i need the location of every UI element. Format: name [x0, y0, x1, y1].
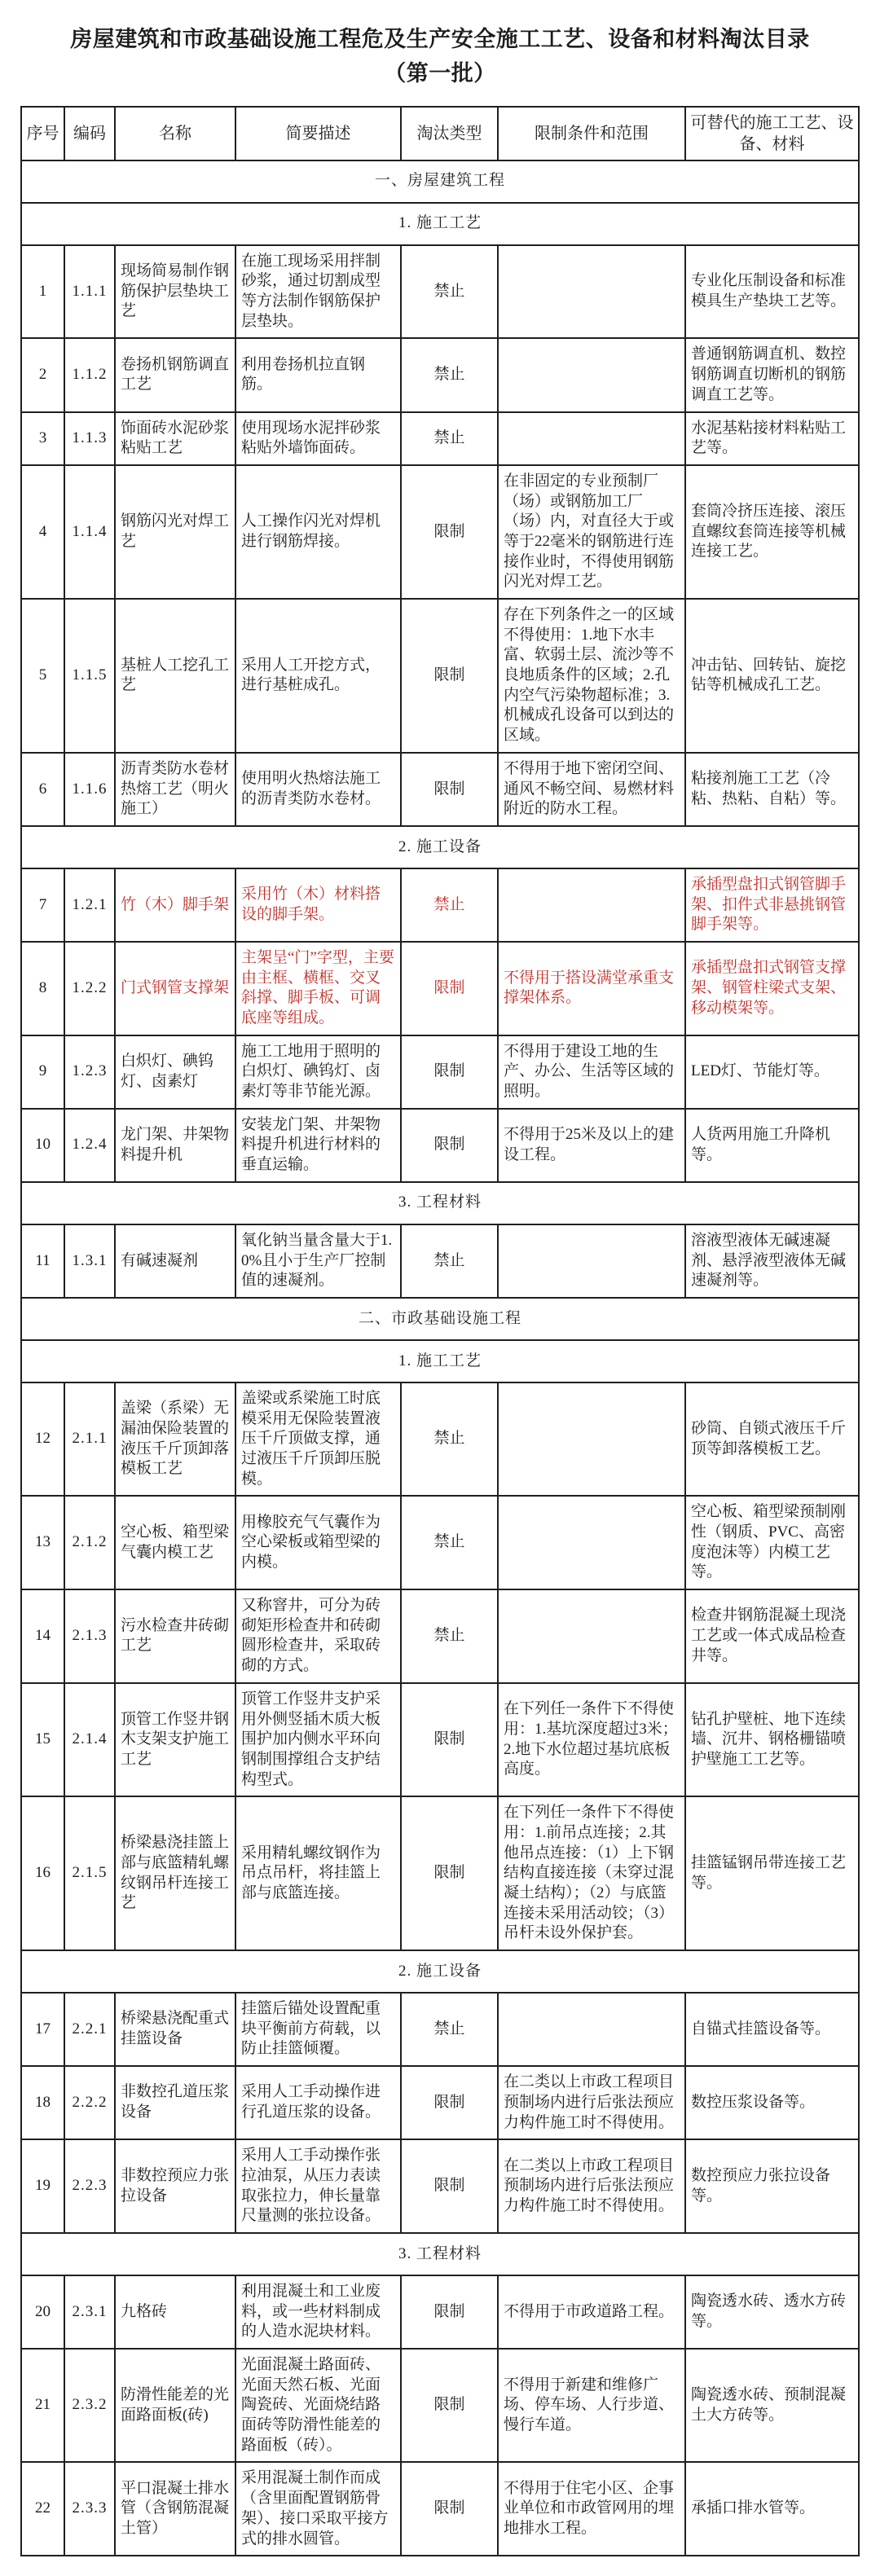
- table-row: [21, 2139, 859, 2233]
- cell-code: 1.3.1: [64, 1224, 115, 1298]
- elimination-catalog-table: [20, 106, 860, 2557]
- cell-code: 2.3.3: [64, 2462, 115, 2556]
- cell-limit: [498, 1224, 685, 1298]
- cell-limit: 不得用于25米及以上的建设工程。: [498, 1109, 685, 1182]
- cell-type: 禁止: [401, 1224, 498, 1298]
- table-row: [21, 2349, 859, 2462]
- cell-code: 1.2.3: [64, 1035, 115, 1109]
- table-row: [21, 599, 859, 753]
- cell-alt: 人货两用施工升降机等。: [685, 1109, 859, 1182]
- cell-limit: 在下列任一条件下不得使用：1.基坑深度超过3米；2.地下水位超过基坑底板高度。: [498, 1683, 685, 1796]
- cell-alt: 承插口排水管等。: [685, 2462, 859, 2556]
- cell-alt: 冲击钻、回转钻、旋挖钻等机械成孔工艺。: [685, 599, 859, 753]
- cell-name: 桥梁悬浇挂篮上部与底篮精轧螺纹钢吊杆连接工艺: [115, 1796, 235, 1950]
- section-row: [21, 1950, 859, 1993]
- section-row: [21, 826, 859, 868]
- cell-code: 2.3.1: [64, 2275, 115, 2349]
- cell-no: 3: [21, 412, 64, 465]
- cell-desc: 使用现场水泥拌砂浆粘贴外墙饰面砖。: [235, 412, 401, 465]
- cell-no: 22: [21, 2462, 64, 2556]
- column-header-alt: 可替代的施工工艺、设备、材料: [685, 107, 859, 160]
- cell-desc: 光面混凝土路面砖、光面天然石板、光面陶瓷砖、光面烧结路面砖等防滑性能差的路面板（砖）。: [235, 2349, 401, 2462]
- section-row: [21, 1182, 859, 1224]
- cell-limit: [498, 412, 685, 465]
- cell-name: 防滑性能差的光面路面板(砖): [115, 2349, 235, 2462]
- cell-desc: 在施工现场采用拌制砂浆，通过切割成型等方法制作钢筋保护层垫块。: [235, 245, 401, 339]
- cell-limit: 存在下列条件之一的区域不得使用：1.地下水丰富、软弱土层、流沙等不良地质条件的区域；2.孔内空气污染物超标准；3.机械成孔设备可以到达的区域。: [498, 599, 685, 753]
- cell-limit: [498, 1496, 685, 1589]
- cell-name: 桥梁悬浇配重式挂篮设备: [115, 1993, 235, 2066]
- page-title: 房屋建筑和市政基础设施工程危及生产安全施工工艺、设备和材料淘汰目录（第一批）: [70, 27, 810, 86]
- cell-name: 污水检查井砖砌工艺: [115, 1589, 235, 1683]
- section-row: [21, 2233, 859, 2275]
- cell-desc: 使用明火热熔法施工的沥青类防水卷材。: [235, 753, 401, 826]
- cell-desc: 采用精轧螺纹钢作为吊点吊杆，将挂篮上部与底篮连接。: [235, 1796, 401, 1950]
- cell-alt: 自锚式挂篮设备等。: [685, 1993, 859, 2066]
- cell-desc: 主架呈“门”字型，主要由主框、横框、交叉斜撑、脚手板、可调底座等组成。: [235, 942, 401, 1035]
- cell-alt: 粘接剂施工工艺（冷粘、热粘、自粘）等。: [685, 753, 859, 826]
- column-header-no: 序号: [21, 107, 64, 160]
- cell-code: 2.1.3: [64, 1589, 115, 1683]
- cell-type: 限制: [401, 2139, 498, 2233]
- cell-code: 2.2.3: [64, 2139, 115, 2233]
- table-row: [21, 2275, 859, 2349]
- cell-name: 龙门架、井架物料提升机: [115, 1109, 235, 1182]
- cell-code: 2.1.1: [64, 1383, 115, 1496]
- cell-type: 限制: [401, 2066, 498, 2139]
- table-row: [21, 942, 859, 1035]
- cell-no: 14: [21, 1589, 64, 1683]
- cell-code: 2.1.2: [64, 1496, 115, 1589]
- section-row: [21, 160, 859, 203]
- cell-limit: 不得用于新建和维修广场、停车场、人行步道、慢行车道。: [498, 2349, 685, 2462]
- cell-type: 限制: [401, 465, 498, 599]
- cell-name: 白炽灯、碘钨灯、卤素灯: [115, 1035, 235, 1109]
- column-header-code: 编码: [64, 107, 115, 160]
- cell-type: 禁止: [401, 245, 498, 339]
- table-row: [21, 2462, 859, 2556]
- cell-alt: 水泥基粘接材料粘贴工艺等。: [685, 412, 859, 465]
- cell-no: 20: [21, 2275, 64, 2349]
- cell-code: 2.1.4: [64, 1683, 115, 1796]
- cell-alt: 挂篮锰钢吊带连接工艺等。: [685, 1796, 859, 1950]
- cell-alt: 陶瓷透水砖、透水方砖等。: [685, 2275, 859, 2349]
- cell-type: 禁止: [401, 412, 498, 465]
- cell-code: 1.1.6: [64, 753, 115, 826]
- cell-type: 限制: [401, 2349, 498, 2462]
- cell-limit: 不得用于住宅小区、企事业单位和市政管网用的埋地排水工程。: [498, 2462, 685, 2556]
- cell-limit: [498, 338, 685, 411]
- cell-type: 限制: [401, 1109, 498, 1182]
- cell-no: 8: [21, 942, 64, 1035]
- cell-alt: 数控预应力张拉设备等。: [685, 2139, 859, 2233]
- cell-code: 2.3.2: [64, 2349, 115, 2462]
- cell-name: 有碱速凝剂: [115, 1224, 235, 1298]
- cell-alt: LED灯、节能灯等。: [685, 1035, 859, 1109]
- cell-name: 现场简易制作钢筋保护层垫块工艺: [115, 245, 235, 339]
- cell-code: 1.1.2: [64, 338, 115, 411]
- cell-no: 16: [21, 1796, 64, 1950]
- cell-limit: 在二类以上市政工程项目预制场内进行后张法预应力构件施工时不得使用。: [498, 2066, 685, 2139]
- cell-limit: 在下列任一条件下不得使用：1.前吊点连接；2.其他吊点连接：（1）上下钢结构直接连接（未穿过混凝土结构）；（2）与底篮连接未采用活动铰；（3）吊杆未设外保护套。: [498, 1796, 685, 1950]
- cell-no: 11: [21, 1224, 64, 1298]
- cell-code: 2.2.2: [64, 2066, 115, 2139]
- section-row: [21, 203, 859, 245]
- cell-name: 卷扬机钢筋调直工艺: [115, 338, 235, 411]
- cell-code: 1.1.1: [64, 245, 115, 339]
- table-row: [21, 1224, 859, 1298]
- cell-name: 空心板、箱型梁气囊内模工艺: [115, 1496, 235, 1589]
- cell-desc: 采用竹（木）材料搭设的脚手架。: [235, 868, 401, 942]
- cell-no: 21: [21, 2349, 64, 2462]
- cell-name: 盖梁（系梁）无漏油保险装置的液压千斤顶卸落模板工艺: [115, 1383, 235, 1496]
- cell-no: 9: [21, 1035, 64, 1109]
- cell-code: 1.2.2: [64, 942, 115, 1035]
- section-label: 3. 工程材料: [21, 1182, 859, 1224]
- cell-alt: 溶液型液体无碱速凝剂、悬浮液型液体无碱速凝剂等。: [685, 1224, 859, 1298]
- table-header: [21, 107, 859, 160]
- section-label: 2. 施工设备: [21, 1950, 859, 1993]
- section-label: 1. 施工工艺: [21, 203, 859, 245]
- cell-type: 限制: [401, 1683, 498, 1796]
- cell-no: 7: [21, 868, 64, 942]
- cell-no: 13: [21, 1496, 64, 1589]
- cell-type: 限制: [401, 942, 498, 1035]
- cell-limit: [498, 1589, 685, 1683]
- cell-no: 12: [21, 1383, 64, 1496]
- column-header-type: 淘汰类型: [401, 107, 498, 160]
- cell-no: 5: [21, 599, 64, 753]
- table-row: [21, 412, 859, 465]
- cell-alt: 钻孔护壁桩、地下连续墙、沉井、钢格栅锚喷护壁施工工艺等。: [685, 1683, 859, 1796]
- table-row: [21, 868, 859, 942]
- cell-limit: [498, 1993, 685, 2066]
- cell-desc: 利用卷扬机拉直钢筋。: [235, 338, 401, 411]
- cell-desc: 采用人工手动操作进行孔道压浆的设备。: [235, 2066, 401, 2139]
- cell-name: 竹（木）脚手架: [115, 868, 235, 942]
- cell-type: 禁止: [401, 1496, 498, 1589]
- cell-limit: [498, 1383, 685, 1496]
- cell-limit: 在二类以上市政工程项目预制场内进行后张法预应力构件施工时不得使用。: [498, 2139, 685, 2233]
- cell-alt: 专业化压制设备和标准模具生产垫块工艺等。: [685, 245, 859, 339]
- cell-alt: 承插型盘扣式钢管脚手架、扣件式非悬挑钢管脚手架等。: [685, 868, 859, 942]
- section-label: 1. 施工工艺: [21, 1340, 859, 1383]
- cell-desc: 顶管工作竖井支护采用外侧竖插木质大板围护加内侧水平环向钢制围撑组合支护结构型式。: [235, 1683, 401, 1796]
- cell-desc: 又称窨井，可分为砖砌矩形检查井和砖砌圆形检查井，采取砖砌的方式。: [235, 1589, 401, 1683]
- cell-code: 1.2.4: [64, 1109, 115, 1182]
- cell-type: 限制: [401, 599, 498, 753]
- table-row: [21, 1496, 859, 1589]
- section-label: 二、市政基础设施工程: [21, 1298, 859, 1340]
- cell-name: 九格砖: [115, 2275, 235, 2349]
- cell-code: 2.1.5: [64, 1796, 115, 1950]
- cell-no: 15: [21, 1683, 64, 1796]
- cell-no: 18: [21, 2066, 64, 2139]
- cell-type: 限制: [401, 1796, 498, 1950]
- cell-desc: 采用人工手动操作张拉油泵，从压力表读取张拉力，伸长量靠尺量测的张拉设备。: [235, 2139, 401, 2233]
- cell-alt: 陶瓷透水砖、预制混凝土大方砖等。: [685, 2349, 859, 2462]
- cell-type: 限制: [401, 753, 498, 826]
- cell-name: 沥青类防水卷材热熔工艺（明火施工）: [115, 753, 235, 826]
- cell-code: 1.1.4: [64, 465, 115, 599]
- cell-desc: 用橡胶充气气囊作为空心梁板或箱型梁的内模。: [235, 1496, 401, 1589]
- cell-type: 禁止: [401, 1993, 498, 2066]
- cell-limit: 不得用于市政道路工程。: [498, 2275, 685, 2349]
- cell-alt: 数控压浆设备等。: [685, 2066, 859, 2139]
- cell-desc: 挂篮后锚处设置配重块平衡前方荷载，以防止挂篮倾覆。: [235, 1993, 401, 2066]
- section-row: [21, 1298, 859, 1340]
- cell-limit: [498, 245, 685, 339]
- cell-code: 2.2.1: [64, 1993, 115, 2066]
- cell-type: 禁止: [401, 1589, 498, 1683]
- table-row: [21, 2066, 859, 2139]
- cell-desc: 利用混凝土和工业废料，或一些材料制成的人造水泥块材料。: [235, 2275, 401, 2349]
- cell-code: 1.1.5: [64, 599, 115, 753]
- section-label: 一、房屋建筑工程: [21, 160, 859, 203]
- table-row: [21, 1683, 859, 1796]
- cell-name: 门式钢管支撑架: [115, 942, 235, 1035]
- cell-alt: 承插型盘扣式钢管支撑架、钢管柱梁式支架、移动模架等。: [685, 942, 859, 1035]
- column-header-desc: 简要描述: [235, 107, 401, 160]
- cell-desc: 氧化钠当量含量大于1.0%且小于生产厂控制值的速凝剂。: [235, 1224, 401, 1298]
- table-row: [21, 245, 859, 339]
- cell-desc: 人工操作闪光对焊机进行钢筋焊接。: [235, 465, 401, 599]
- cell-desc: 施工工地用于照明的白炽灯、碘钨灯、卤素灯等非节能光源。: [235, 1035, 401, 1109]
- cell-type: 禁止: [401, 1383, 498, 1496]
- cell-desc: 采用人工开挖方式，进行基桩成孔。: [235, 599, 401, 753]
- table-row: [21, 1589, 859, 1683]
- table-row: [21, 338, 859, 411]
- cell-limit: 不得用于搭设满堂承重支撑架体系。: [498, 942, 685, 1035]
- cell-type: 限制: [401, 1035, 498, 1109]
- table-row: [21, 1993, 859, 2066]
- table-row: [21, 1796, 859, 1950]
- cell-no: 17: [21, 1993, 64, 2066]
- cell-no: 4: [21, 465, 64, 599]
- cell-alt: 普通钢筋调直机、数控钢筋调直切断机的钢筋调直工艺等。: [685, 338, 859, 411]
- table-row: [21, 1109, 859, 1182]
- table-row: [21, 465, 859, 599]
- cell-name: 顶管工作竖井钢木支架支护施工工艺: [115, 1683, 235, 1796]
- cell-no: 6: [21, 753, 64, 826]
- cell-type: 限制: [401, 2462, 498, 2556]
- cell-desc: 安装龙门架、井架物料提升机进行材料的垂直运输。: [235, 1109, 401, 1182]
- cell-alt: 砂筒、自锁式液压千斤顶等卸落模板工艺。: [685, 1383, 859, 1496]
- cell-code: 1.2.1: [64, 868, 115, 942]
- cell-limit: 不得用于建设工地的生产、办公、生活等区域的照明。: [498, 1035, 685, 1109]
- cell-desc: 盖梁或系梁施工时底模采用无保险装置液压千斤顶做支撑，通过液压千斤顶卸压脱模。: [235, 1383, 401, 1496]
- cell-limit: [498, 868, 685, 942]
- cell-name: 基桩人工挖孔工艺: [115, 599, 235, 753]
- table-row: [21, 1035, 859, 1109]
- cell-type: 禁止: [401, 868, 498, 942]
- column-header-name: 名称: [115, 107, 235, 160]
- cell-limit: 在非固定的专业预制厂（场）或钢筋加工厂（场）内，对直径大于或等于22毫米的钢筋进行连接作业时，不得使用钢筋闪光对焊工艺。: [498, 465, 685, 599]
- cell-type: 限制: [401, 2275, 498, 2349]
- cell-no: 1: [21, 245, 64, 339]
- table-row: [21, 753, 859, 826]
- cell-name: 饰面砖水泥砂浆粘贴工艺: [115, 412, 235, 465]
- cell-code: 1.1.3: [64, 412, 115, 465]
- table-row: [21, 1383, 859, 1496]
- cell-limit: 不得用于地下密闭空间、通风不畅空间、易燃材料附近的防水工程。: [498, 753, 685, 826]
- cell-name: 平口混凝土排水管（含钢筋混凝土管）: [115, 2462, 235, 2556]
- section-label: 3. 工程材料: [21, 2233, 859, 2275]
- cell-no: 10: [21, 1109, 64, 1182]
- column-header-limit: 限制条件和范围: [498, 107, 685, 160]
- cell-name: 钢筋闪光对焊工艺: [115, 465, 235, 599]
- section-row: [21, 1340, 859, 1383]
- cell-alt: 检查井钢筋混凝土现浇工艺或一体式成品检查井等。: [685, 1589, 859, 1683]
- cell-alt: 套筒冷挤压连接、滚压直螺纹套筒连接等机械连接工艺。: [685, 465, 859, 599]
- cell-alt: 空心板、箱型梁预制刚性（钢质、PVC、高密度泡沫等）内模工艺等。: [685, 1496, 859, 1589]
- header-row: [21, 107, 859, 160]
- cell-name: 非数控孔道压浆设备: [115, 2066, 235, 2139]
- cell-no: 19: [21, 2139, 64, 2233]
- cell-no: 2: [21, 338, 64, 411]
- section-label: 2. 施工设备: [21, 826, 859, 868]
- cell-type: 禁止: [401, 338, 498, 411]
- cell-desc: 采用混凝土制作而成（含里面配置钢筋骨架）、接口采取平接方式的排水圆管。: [235, 2462, 401, 2556]
- table-body: [21, 160, 859, 2556]
- cell-name: 非数控预应力张拉设备: [115, 2139, 235, 2233]
